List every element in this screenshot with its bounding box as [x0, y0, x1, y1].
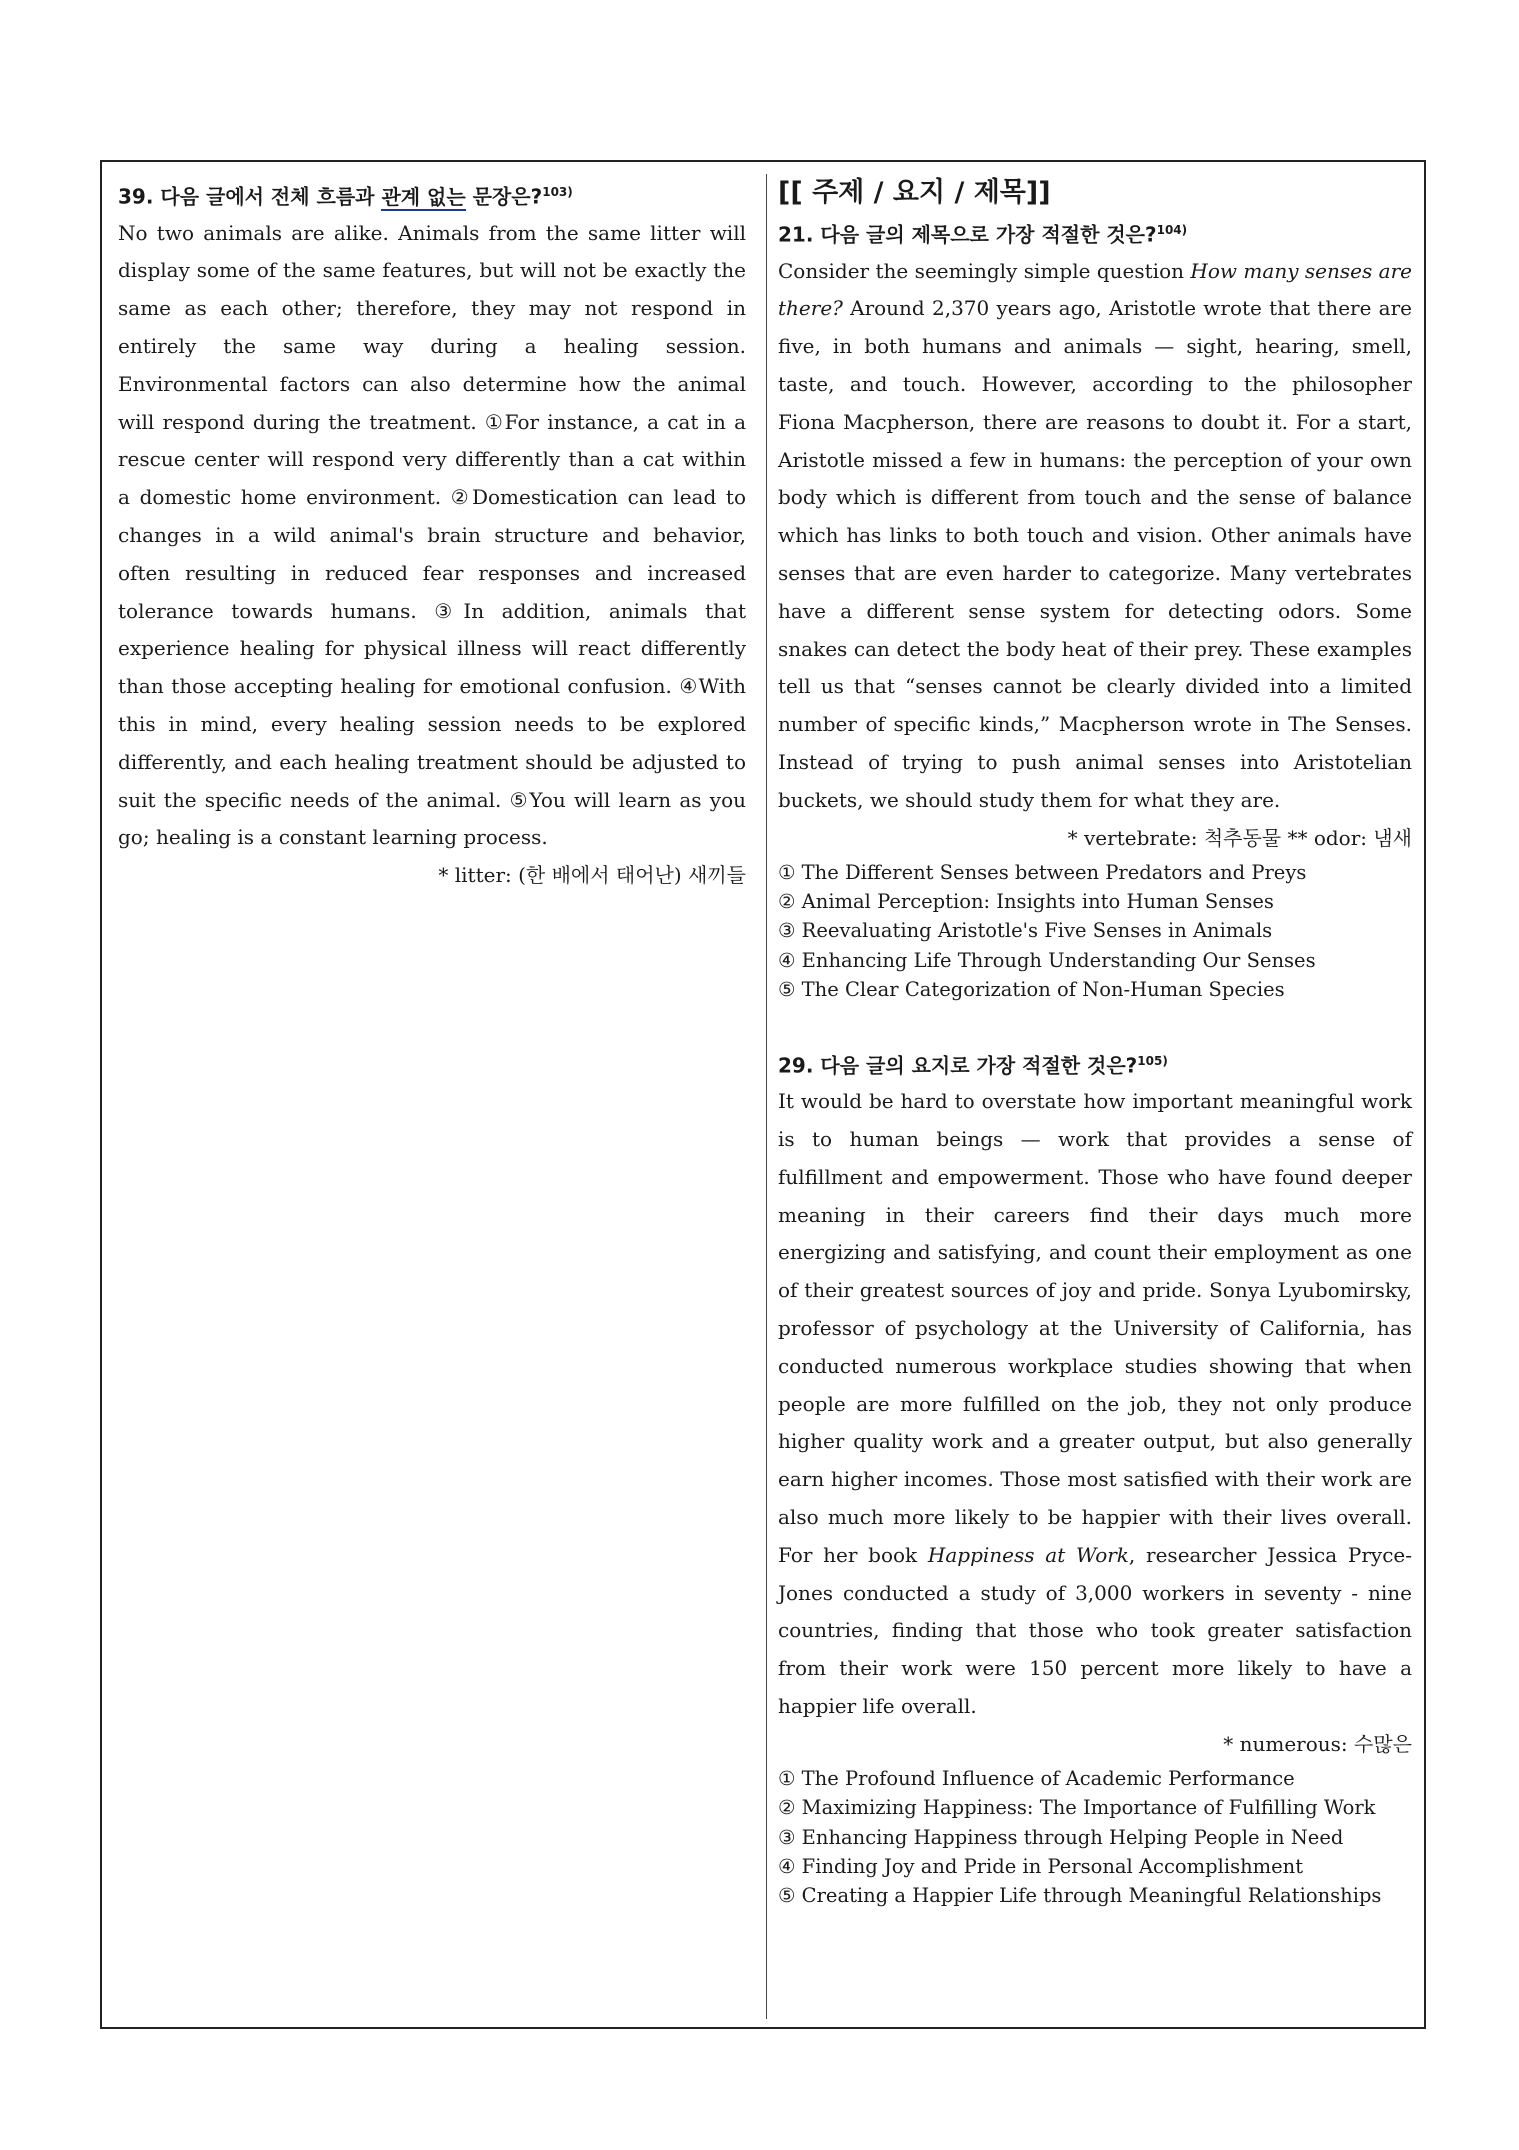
question-21-vocab-note: * vertebrate: 척추동물 ** odor: 냄새 — [1067, 825, 1412, 850]
question-29-passage-rest: , researcher Jessica Pryce-Jones conducted a study of 3,000 workers in seventy - nine countries, finding that those who took greater satisfaction from their work were 150 percent more likely to have a happier life overall. — [778, 1542, 1412, 1719]
question-29-book-title: Happiness at Work — [927, 1542, 1129, 1567]
question-21-choice-3[interactable]: ③ Reevaluating Aristotle's Five Senses in Animals — [778, 919, 1273, 943]
question-21-heading-text: 21. 다음 글의 제목으로 가장 적절한 것은? — [778, 222, 1157, 247]
question-21-choice-2[interactable]: ② Animal Perception: Insights into Human Senses — [778, 890, 1274, 914]
column-divider — [766, 174, 767, 2019]
left-column — [118, 174, 746, 893]
question-39-vocab-note: * litter: (한 배에서 태어난) 새끼들 — [438, 863, 746, 888]
section-title: [[ 주제 / 요지 / 제목]] — [778, 177, 1051, 208]
question-21-choices — [778, 858, 1412, 1005]
question-39-footnote-ref: 103) — [542, 185, 573, 199]
question-21-footnote-ref: 104) — [1156, 223, 1188, 237]
question-21-passage — [778, 253, 1412, 820]
question-39-underlined-phrase: 관계 없는 — [381, 184, 466, 209]
question-21-choice-4[interactable]: ④ Enhancing Life Through Understanding Our Senses — [778, 948, 1316, 972]
question-29-heading — [778, 1043, 1412, 1084]
question-29-passage-start: It would be hard to overstate how important meaningful work is to human beings — work that provides a sense of fulfillment and empowerment. Those who have found deeper meaning in their careers find their days much more energizing and satisfying, and count their employment as one of their greatest sources of joy and pride. Sonya Lyubomirsky, professor of psychology at the University of California, has conducted numerous workplace studies showing that when people are more fulfilled on the job, they not only produce higher quality work and a greater output, but also generally earn higher incomes. Those most satisfied with their work are also much more likely to be happier with their lives overall. For her book — [778, 1089, 1412, 1567]
question-39-passage: No two animals are alike. Animals from the same litter will display some of the same features, but will not be exactly the same as each other; therefore, they may not respond in entirely the same way during a healing session. Environmental factors can also determine how the animal will respond during the treatment. ①For instance, a cat in a rescue center will respond very differently than a cat within a domestic home environment. ②Domestication can lead to changes in a wild animal's brain structure and behavior, often resulting in reduced fear responses and increased tolerance towards humans. ③In addition, animals that experience healing for physical illness will react differently than those accepting healing for emotional confusion. ④With this in mind, every healing session needs to be explored differently, and each healing treatment should be adjusted to suit the specific needs of the animal. ⑤You will learn as you go; healing is a constant learning process. — [118, 220, 746, 850]
question-21-passage-start: Consider the seemingly simple question — [778, 258, 1191, 283]
question-21-choice-1[interactable]: ① The Different Senses between Predators and Preys — [778, 860, 1307, 884]
question-21-passage-italic: How many senses are there? — [778, 258, 1412, 321]
question-29-choice-2[interactable]: ② Maximizing Happiness: The Importance of Fulfilling Work — [778, 1796, 1376, 1820]
question-29-heading-text: 29. 다음 글의 요지로 가장 적절한 것은? — [778, 1053, 1138, 1078]
question-29-choice-3[interactable]: ③ Enhancing Happiness through Helping People in Need — [778, 1825, 1344, 1849]
question-29-passage — [778, 1083, 1412, 1726]
question-39-heading-text: 39. 다음 글에서 전체 흐름과 — [118, 184, 382, 209]
question-29-choice-4[interactable]: ④ Finding Joy and Pride in Personal Accomplishment — [778, 1855, 1304, 1879]
question-29-footnote-ref: 105) — [1137, 1053, 1168, 1068]
question-29-choice-5[interactable]: ⑤ Creating a Happier Life through Meaningful Relationships — [778, 1884, 1382, 1908]
right-column — [778, 174, 1412, 1911]
question-spacer — [778, 1005, 1412, 1043]
question-21-heading — [778, 212, 1412, 253]
question-39-heading — [118, 174, 746, 215]
question-29-choices — [778, 1764, 1412, 1911]
question-21-passage-rest: Around 2,370 years ago, Aristotle wrote that there are five, in both humans and animals — sight, hearing, smell, taste, and touch. However, according to the philosopher Fiona Macpherson, there are reasons to doubt it. For a start, Aristotle missed a few in humans: the perception of your own body which is different from touch and the sense of balance which has links to both touch and vision. Other animals have senses that are even harder to categorize. Many vertebrates have a different sense system for detecting odors. Some snakes can detect the body heat of their prey. These examples tell us that “senses cannot be clearly divided into a limited number of specific kinds,” Macpherson wrote in The Senses. Instead of trying to push animal senses into Aristotelian buckets, we should study them for what they are. — [778, 296, 1412, 812]
question-21-choice-5[interactable]: ⑤ The Clear Categorization of Non-Human Species — [778, 978, 1285, 1002]
question-29-vocab-note: * numerous: 수많은 — [1223, 1731, 1412, 1756]
worksheet-frame — [100, 160, 1426, 2029]
question-39-heading-end: 문장은? — [465, 184, 543, 209]
question-29-choice-1[interactable]: ① The Profound Influence of Academic Performance — [778, 1766, 1295, 1790]
